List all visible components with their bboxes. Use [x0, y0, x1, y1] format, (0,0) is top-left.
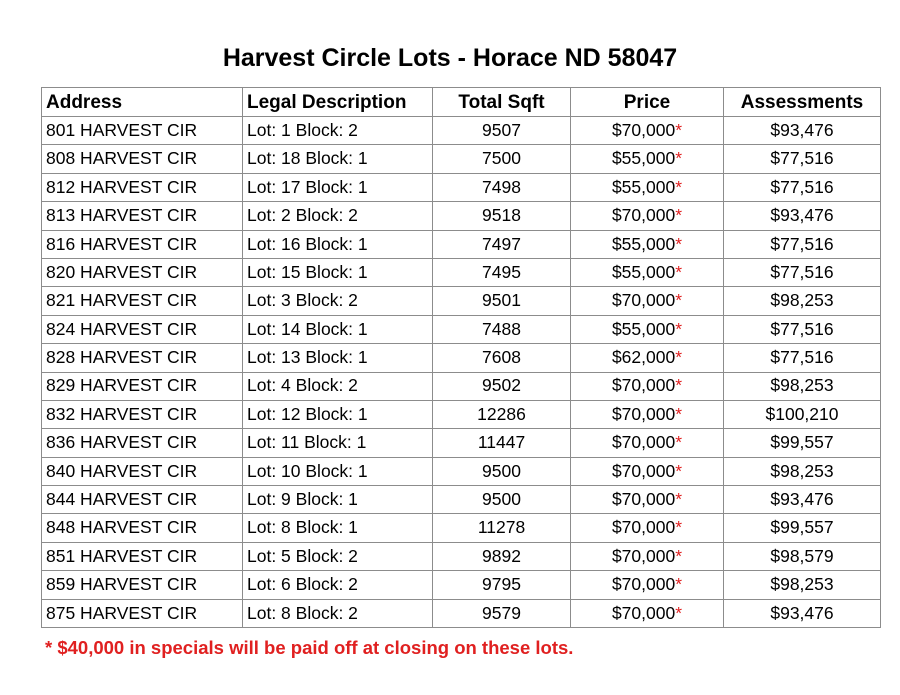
cell-assessment: $98,579 [724, 542, 881, 570]
price-value: $70,000 [611, 290, 676, 311]
cell-assessment: $98,253 [724, 457, 881, 485]
cell-legal-description: Lot: 9 Block: 1 [243, 486, 433, 514]
specials-marker: * [675, 176, 683, 197]
price-value: $55,000 [611, 261, 676, 282]
cell-legal-description: Lot: 1 Block: 2 [243, 117, 433, 145]
cell-total-sqft: 9500 [433, 457, 571, 485]
table-row [42, 514, 881, 542]
header-legal-description: Legal Description [243, 88, 433, 117]
cell-assessment: $93,476 [724, 486, 881, 514]
table-row [42, 202, 881, 230]
cell-total-sqft: 9507 [433, 117, 571, 145]
table-row [42, 315, 881, 343]
cell-total-sqft: 11447 [433, 429, 571, 457]
cell-legal-description: Lot: 2 Block: 2 [243, 202, 433, 230]
header-total-sqft: Total Sqft [433, 88, 571, 117]
cell-legal-description: Lot: 5 Block: 2 [243, 542, 433, 570]
cell-price [571, 173, 724, 201]
cell-address: 808 HARVEST CIR [42, 145, 243, 173]
table-row [42, 457, 881, 485]
cell-legal-description: Lot: 4 Block: 2 [243, 372, 433, 400]
cell-price [571, 287, 724, 315]
price-value: $70,000 [611, 460, 676, 481]
cell-legal-description: Lot: 14 Block: 1 [243, 315, 433, 343]
cell-price [571, 486, 724, 514]
table-row [42, 287, 881, 315]
table-row [42, 145, 881, 173]
cell-assessment: $98,253 [724, 571, 881, 599]
specials-marker: * [675, 233, 683, 254]
cell-price [571, 514, 724, 542]
cell-total-sqft: 7488 [433, 315, 571, 343]
cell-total-sqft: 9502 [433, 372, 571, 400]
cell-address: 828 HARVEST CIR [42, 344, 243, 372]
cell-assessment: $98,253 [724, 372, 881, 400]
cell-legal-description: Lot: 12 Block: 1 [243, 400, 433, 428]
page-title: Harvest Circle Lots - Horace ND 58047 [222, 44, 678, 72]
table-row [42, 400, 881, 428]
specials-marker: * [675, 460, 683, 481]
cell-price [571, 457, 724, 485]
specials-marker: * [675, 318, 683, 339]
cell-price [571, 400, 724, 428]
cell-price [571, 117, 724, 145]
cell-price [571, 202, 724, 230]
specials-marker: * [675, 517, 683, 538]
cell-price [571, 372, 724, 400]
price-value: $70,000 [611, 403, 676, 424]
cell-price [571, 429, 724, 457]
table-row [42, 173, 881, 201]
cell-price [571, 542, 724, 570]
specials-marker: * [675, 261, 683, 282]
cell-address: 859 HARVEST CIR [42, 571, 243, 599]
cell-assessment: $77,516 [724, 230, 881, 258]
table-row [42, 258, 881, 286]
cell-total-sqft: 9518 [433, 202, 571, 230]
specials-marker: * [675, 148, 683, 169]
cell-address: 820 HARVEST CIR [42, 258, 243, 286]
cell-assessment: $77,516 [724, 258, 881, 286]
price-value: $55,000 [611, 148, 676, 169]
table-header-row [42, 88, 881, 117]
lots-table-body [42, 117, 881, 628]
specials-marker: * [675, 205, 683, 226]
header-assessments: Assessments [724, 88, 881, 117]
cell-assessment: $93,476 [724, 599, 881, 627]
cell-address: 812 HARVEST CIR [42, 173, 243, 201]
cell-address: 851 HARVEST CIR [42, 542, 243, 570]
cell-legal-description: Lot: 3 Block: 2 [243, 287, 433, 315]
table-row [42, 542, 881, 570]
price-value: $70,000 [611, 205, 676, 226]
price-value: $70,000 [611, 602, 676, 623]
cell-address: 844 HARVEST CIR [42, 486, 243, 514]
cell-total-sqft: 7498 [433, 173, 571, 201]
specials-marker: * [675, 432, 683, 453]
cell-total-sqft: 11278 [433, 514, 571, 542]
cell-assessment: $98,253 [724, 287, 881, 315]
cell-legal-description: Lot: 8 Block: 1 [243, 514, 433, 542]
table-row [42, 230, 881, 258]
price-value: $70,000 [611, 574, 676, 595]
specials-marker: * [675, 375, 683, 396]
table-row [42, 599, 881, 627]
table-row [42, 486, 881, 514]
cell-legal-description: Lot: 11 Block: 1 [243, 429, 433, 457]
cell-total-sqft: 7497 [433, 230, 571, 258]
cell-price [571, 230, 724, 258]
cell-assessment: $77,516 [724, 315, 881, 343]
specials-marker: * [675, 403, 683, 424]
price-value: $70,000 [611, 375, 676, 396]
price-value: $55,000 [611, 176, 676, 197]
cell-address: 840 HARVEST CIR [42, 457, 243, 485]
price-value: $62,000 [611, 347, 676, 368]
specials-marker: * [675, 119, 683, 140]
cell-legal-description: Lot: 6 Block: 2 [243, 571, 433, 599]
cell-total-sqft: 7500 [433, 145, 571, 173]
cell-price [571, 258, 724, 286]
price-value: $55,000 [611, 318, 676, 339]
cell-address: 848 HARVEST CIR [42, 514, 243, 542]
price-value: $70,000 [611, 517, 676, 538]
cell-address: 836 HARVEST CIR [42, 429, 243, 457]
cell-assessment: $77,516 [724, 145, 881, 173]
cell-total-sqft: 12286 [433, 400, 571, 428]
cell-address: 829 HARVEST CIR [42, 372, 243, 400]
cell-address: 875 HARVEST CIR [42, 599, 243, 627]
specials-marker: * [675, 545, 683, 566]
table-row [42, 571, 881, 599]
price-value: $70,000 [611, 489, 676, 510]
cell-total-sqft: 9500 [433, 486, 571, 514]
specials-marker: * [675, 574, 683, 595]
cell-assessment: $93,476 [724, 117, 881, 145]
cell-legal-description: Lot: 8 Block: 2 [243, 599, 433, 627]
cell-price [571, 571, 724, 599]
cell-address: 832 HARVEST CIR [42, 400, 243, 428]
lots-table [41, 87, 881, 628]
specials-marker: * [675, 602, 683, 623]
price-value: $70,000 [611, 119, 676, 140]
cell-address: 813 HARVEST CIR [42, 202, 243, 230]
header-price: Price [571, 88, 724, 117]
cell-address: 816 HARVEST CIR [42, 230, 243, 258]
price-value: $70,000 [611, 545, 676, 566]
specials-marker: * [675, 347, 683, 368]
cell-assessment: $99,557 [724, 429, 881, 457]
table-row [42, 429, 881, 457]
table-row [42, 344, 881, 372]
cell-price [571, 145, 724, 173]
cell-legal-description: Lot: 15 Block: 1 [243, 258, 433, 286]
cell-total-sqft: 7495 [433, 258, 571, 286]
header-address: Address [42, 88, 243, 117]
cell-total-sqft: 9579 [433, 599, 571, 627]
specials-marker: * [675, 290, 683, 311]
table-row [42, 372, 881, 400]
cell-legal-description: Lot: 10 Block: 1 [243, 457, 433, 485]
price-value: $55,000 [611, 233, 676, 254]
cell-legal-description: Lot: 13 Block: 1 [243, 344, 433, 372]
price-value: $70,000 [611, 432, 676, 453]
cell-address: 801 HARVEST CIR [42, 117, 243, 145]
cell-address: 821 HARVEST CIR [42, 287, 243, 315]
cell-assessment: $77,516 [724, 173, 881, 201]
specials-marker: * [675, 489, 683, 510]
table-row [42, 117, 881, 145]
cell-assessment: $99,557 [724, 514, 881, 542]
cell-assessment: $93,476 [724, 202, 881, 230]
cell-price [571, 599, 724, 627]
cell-price [571, 344, 724, 372]
cell-assessment: $100,210 [724, 400, 881, 428]
cell-assessment: $77,516 [724, 344, 881, 372]
cell-total-sqft: 9892 [433, 542, 571, 570]
cell-legal-description: Lot: 16 Block: 1 [243, 230, 433, 258]
cell-legal-description: Lot: 18 Block: 1 [243, 145, 433, 173]
specials-footnote: * $40,000 in specials will be paid off at closing on these lots. [45, 637, 574, 658]
cell-total-sqft: 9501 [433, 287, 571, 315]
cell-legal-description: Lot: 17 Block: 1 [243, 173, 433, 201]
cell-price [571, 315, 724, 343]
cell-total-sqft: 9795 [433, 571, 571, 599]
cell-total-sqft: 7608 [433, 344, 571, 372]
cell-address: 824 HARVEST CIR [42, 315, 243, 343]
